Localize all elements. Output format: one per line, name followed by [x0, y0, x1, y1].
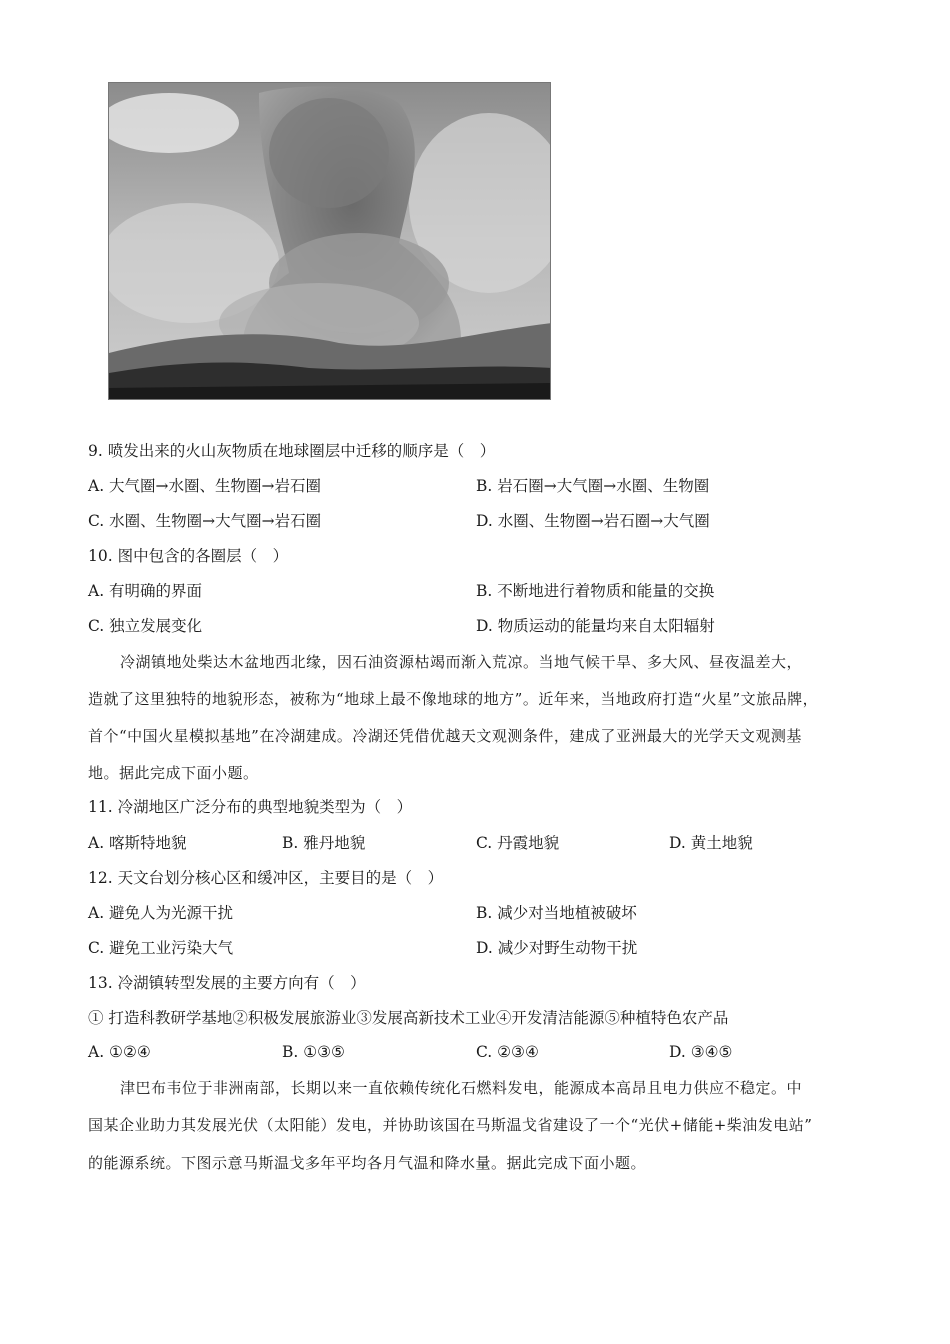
- question-9-option-c: C. 水圈、生物圈→大气圈→岩石圈: [88, 512, 322, 530]
- question-13-option-c: C. ②③④: [476, 1043, 539, 1061]
- passage-1-line-1: 冷湖镇地处柴达木盆地西北缘，因石油资源枯竭而渐入荒凉。当地气候干旱、多大风、昼夜温差大，: [120, 653, 803, 671]
- question-11-stem: 11. 冷湖地区广泛分布的典型地貌类型为（ ）: [88, 798, 413, 816]
- question-12-stem: 12. 天文台划分核心区和缓冲区，主要目的是（ ）: [88, 869, 444, 887]
- question-10-option-b: B. 不断地进行着物质和能量的交换: [476, 582, 715, 600]
- volcano-eruption-photo: [108, 82, 551, 400]
- question-13-option-a: A. ①②④: [88, 1043, 151, 1061]
- question-9-option-d: D. 水圈、生物圈→岩石圈→大气圈: [476, 512, 710, 530]
- question-12-option-b: B. 减少对当地植被破坏: [476, 904, 637, 922]
- question-11-option-d: D. 黄土地貌: [669, 834, 753, 852]
- passage-1-line-2: 造就了这里独特的地貌形态，被称为“地球上最不像地球的地方”。近年来，当地政府打造“火星”文旅品牌，: [88, 690, 819, 708]
- passage-2-line-2: 国某企业助力其发展光伏（太阳能）发电，并协助该国在马斯温戈省建设了一个“光伏+储能+柴油发电站”: [88, 1116, 813, 1134]
- question-11-option-b: B. 雅丹地貌: [282, 834, 366, 852]
- question-10-option-d: D. 物质运动的能量均来自太阳辐射: [476, 617, 715, 635]
- question-13-stem: 13. 冷湖镇转型发展的主要方向有（ ）: [88, 974, 366, 992]
- question-9-option-b: B. 岩石圈→大气圈→水圈、生物圈: [476, 477, 710, 495]
- question-10-stem: 10. 图中包含的各圈层（ ）: [88, 547, 289, 565]
- question-11-option-c: C. 丹霞地貌: [476, 834, 560, 852]
- passage-1-line-3: 首个“中国火星模拟基地”在冷湖建成。冷湖还凭借优越天文观测条件，建成了亚洲最大的光学天文观测基: [88, 727, 802, 745]
- question-12-option-d: D. 减少对野生动物干扰: [476, 939, 638, 957]
- question-13-option-d: D. ③④⑤: [669, 1043, 733, 1061]
- question-12-option-a: A. 避免人为光源干扰: [88, 904, 234, 922]
- question-13-choices: ① 打造科教研学基地②积极发展旅游业③发展高新技术工业④开发清洁能源⑤种植特色农产品: [88, 1009, 729, 1027]
- question-10-option-c: C. 独立发展变化: [88, 617, 203, 635]
- question-13-option-b: B. ①③⑤: [282, 1043, 345, 1061]
- passage-2-line-1: 津巴布韦位于非洲南部，长期以来一直依赖传统化石燃料发电，能源成本高昂且电力供应不稳定。中: [120, 1079, 803, 1097]
- question-9-option-a: A. 大气圈→水圈、生物圈→岩石圈: [88, 477, 322, 495]
- question-12-option-c: C. 避免工业污染大气: [88, 939, 234, 957]
- question-10-option-a: A. 有明确的界面: [88, 582, 203, 600]
- passage-2-line-3: 的能源系统。下图示意马斯温戈多年平均各月气温和降水量。据此完成下面小题。: [88, 1154, 647, 1172]
- passage-1-line-4: 地。据此完成下面小题。: [88, 764, 259, 782]
- question-11-option-a: A. 喀斯特地貌: [88, 834, 187, 852]
- question-9-stem: 9. 喷发出来的火山灰物质在地球圈层中迁移的顺序是（ ）: [88, 442, 496, 460]
